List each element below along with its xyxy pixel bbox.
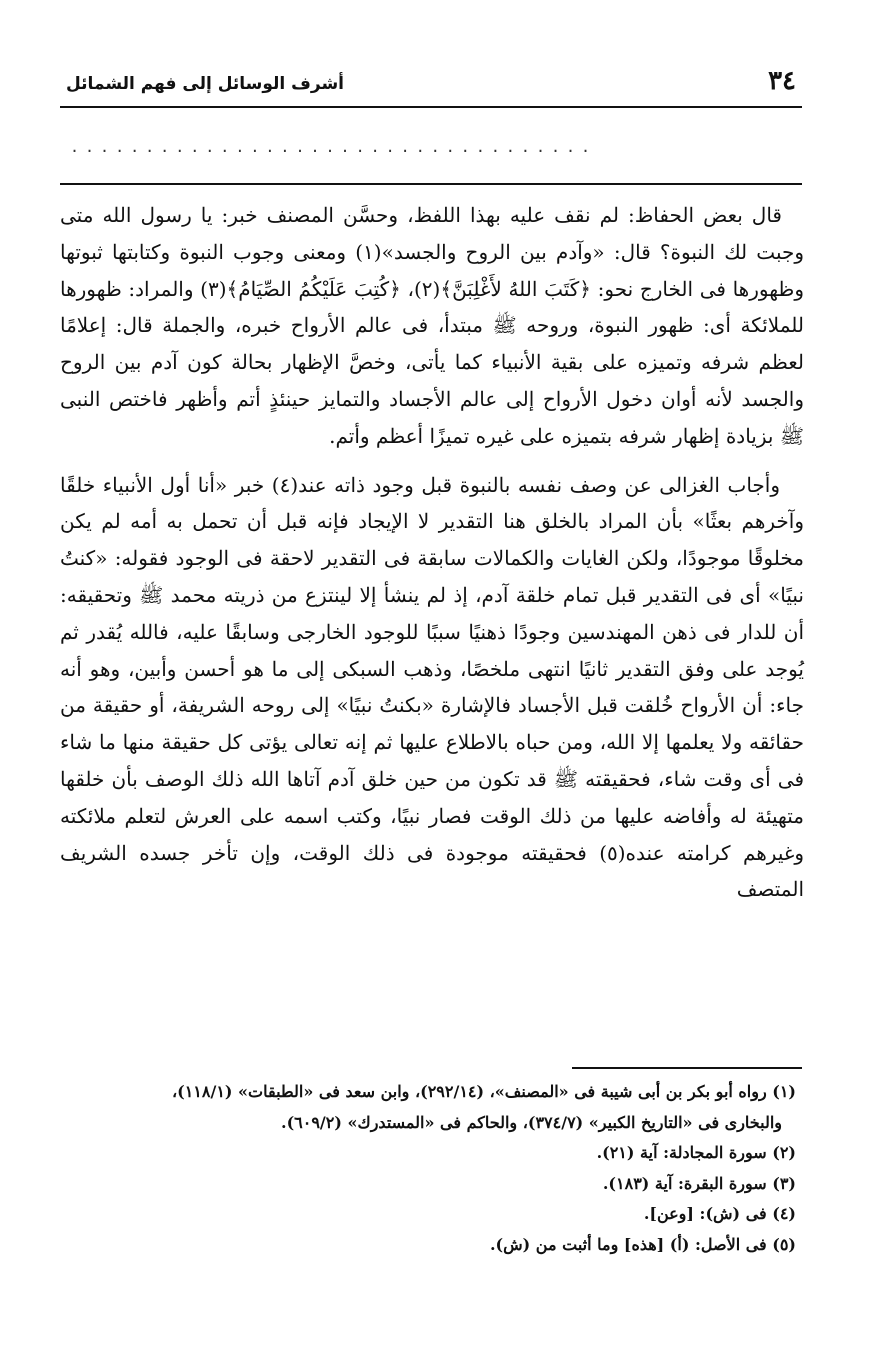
footnote-rule (572, 1067, 802, 1069)
footnote-4: (٤) فى (ش): [وعن]. (643, 1204, 796, 1223)
footnote-3: (٣) سورة البقرة: آية (١٨٣). (602, 1173, 796, 1193)
footnote-1-continued: والبخارى فى «التاريخ الكبير» (٣٧٤/٧)، والحاكم فى «المستدرك» (٦٠٩/٢). (281, 1112, 782, 1132)
footnote-1: (١) رواه أبو بكر بن أبى شيبة فى «المصنف»، (٢٩٢/١٤)، وابن سعد فى «الطبقات» (١١٨/١)، (171, 1082, 796, 1101)
footnote-5: (٥) فى الأصل: (أ) [هذه] وما أثبت من (ش). (489, 1234, 796, 1254)
footnotes (60, 1077, 802, 1260)
footnote-2: (٢) سورة المجادلة: آية (٢١). (596, 1143, 796, 1162)
running-header (60, 60, 802, 108)
paragraph-2: وأجاب الغزالى عن وصف نفسه بالنبوة قبل وجود ذاته عند(٤) خبر «أنا أول الأنبياء خلقًا وآخرهم بعثًا» بأن المراد بالخلق هنا التقدير لا الإيجاد فإنه قبل أن تحمل به أمه لم يكن مخلوقًا موجودًا، ولكن الغايات والكمالات سابقة فى التقدير لاحقة فى الوجود فقوله: «كنتُ نبيًا» أى فى التقدير قبل تمام خلقة آدم، إذ لم ينشأ إلا لينتزع من ذريته محمد ﷺ وتحقيقه: أن للدار فى ذهن المهندسين وجودًا ذهنيًا سببًا للوجود الخارجى وسابقًا عليه، فالله يُقدر ثم يُوجد على وفق التقدير ثانيًا انتهى ملخصًا، وذهب السبكى إلى ما هو أحسن وأبين، وهو أنه جاء: أن الأرواح خُلقت قبل الأجساد فالإشارة «بكنتُ نبيًا» إلى روحه الشريفة، أو حقيقة من حقائقه ولا يعلمها إلا الله، ومن حباه بالاطلاع عليها ثم إنه تعالى يؤتى كل حقيقة منها ما شاء فى أى وقت شاء، فحقيقته ﷺ قد تكون من حين خلق آدم آتاها الله ذلك الوصف بأن خلقها متهيئة له وأفاضه عليها من ذلك الوقت فصار نبيًا، وكتب اسمه على العرش لتعلم ملائكته وغيرهم كرامته عنده(٥) فحقيقته موجودة فى ذلك الوقت، وإن تأخر جسده الشريف المتصف (60, 472, 805, 902)
body-top-rule (60, 183, 802, 185)
page-number: ٣٤ (768, 66, 796, 96)
body-text (60, 197, 804, 908)
dotted-separator: ................................... (70, 138, 597, 156)
book-title: أشرف الوسائل إلى فهم الشمائل (66, 74, 345, 94)
paragraph-1: قال بعض الحفاظ: لم نقف عليه بهذا اللفظ، وحسَّن المصنف خبر: يا رسول الله متى وجبت لك النبوة؟ قال: «وآدم بين الروح والجسد»(١) ومعنى وجوب النبوة وكتابتها ثبوتها وظهورها فى الخارج نحو: ﴿كَتَبَ اللهُ لأَغْلِبَنَّ﴾(٢)، ﴿كُتِبَ عَلَيْكُمُ الصِّيَامُ﴾(٣) والمراد: ظهورها للملائكة أى: ظهور النبوة، وروحه ﷺ مبتدأ، فى عالم الأرواح خبره، والجملة قال: إعلامًا لعظم شرفه وتميزه على بقية الأنبياء كما يأتى، وخصَّ الإظهار بحالة كون آدم بين الروح والجسد لأنه أوان دخول الأرواح إلى عالم الأجساد والتمايز حينئذٍ أتم وأظهر فاختص النبى ﷺ بزيادة إظهار شرفه بتميزه على غيره تميزًا أعظم وأتم. (60, 203, 805, 448)
